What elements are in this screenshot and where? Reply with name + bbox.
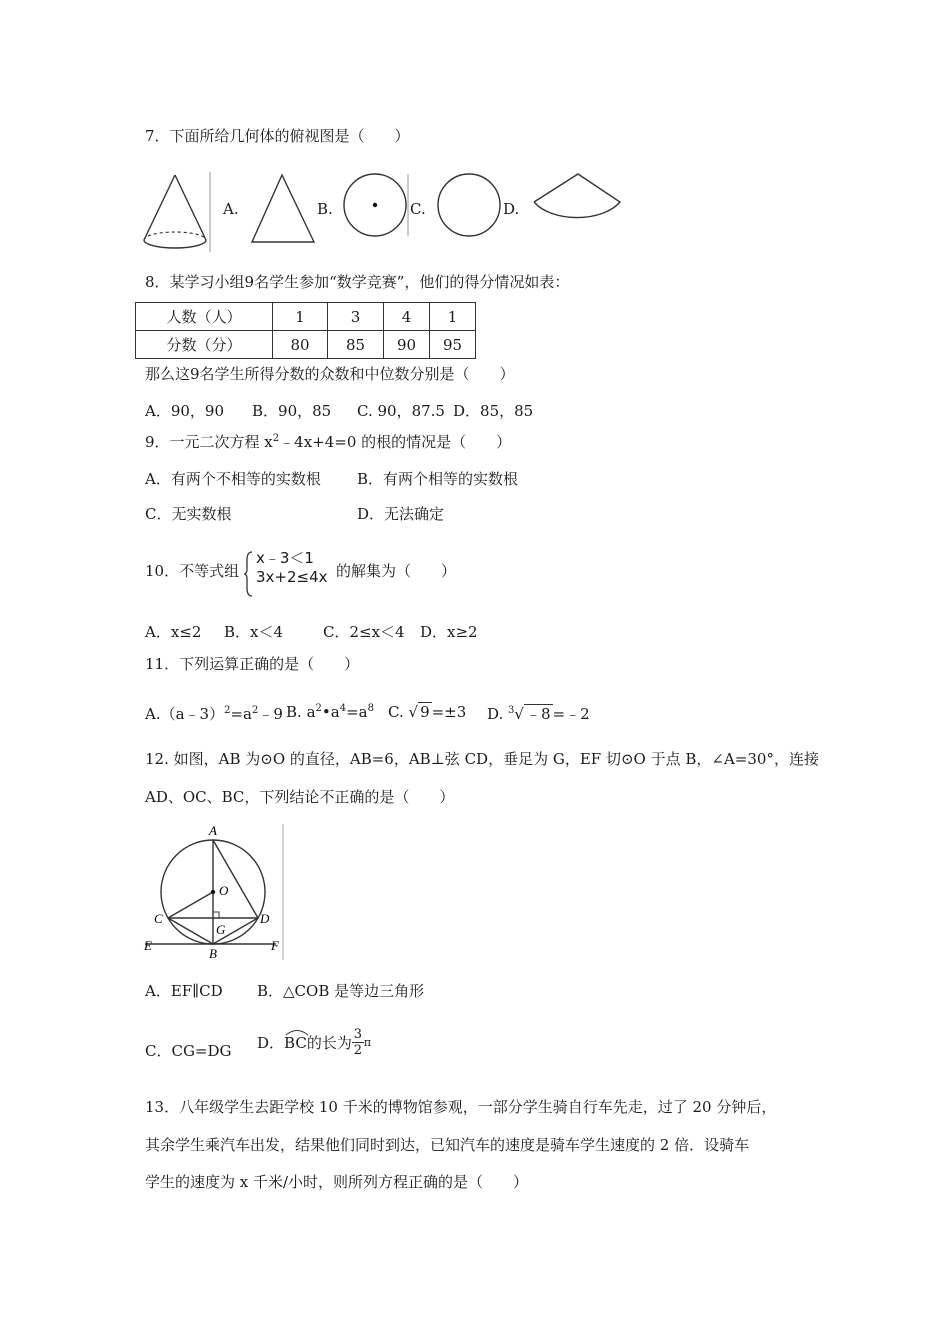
denominator: 2 — [353, 1043, 362, 1058]
q9-stem-prefix: 9．一元二次方程 x — [145, 433, 273, 451]
q8-option-b[interactable]: B．90，85 — [252, 402, 332, 420]
circle-figure — [436, 172, 502, 238]
q8-option-a[interactable]: A．90，90 — [145, 402, 225, 420]
option-label: C. — [388, 703, 404, 721]
expr: •a — [321, 703, 340, 721]
radicand: 9 — [420, 703, 430, 721]
q7-stem: 7．下面所给几何体的俯视图是（ ） — [145, 127, 410, 145]
q12-option-d[interactable] — [257, 1028, 371, 1057]
q7-option-c[interactable]: C. — [410, 200, 426, 218]
table-cell: 80 — [273, 331, 328, 359]
table-cell: 95 — [430, 331, 476, 359]
numerator: 3 — [353, 1027, 362, 1042]
option-label: D. — [487, 705, 504, 723]
label-e: E — [144, 938, 152, 953]
circle-geometry-figure — [140, 822, 286, 962]
sector-figure — [528, 168, 624, 236]
q10-stem-suffix: 的解集为（ ） — [336, 562, 457, 580]
q9-option-b[interactable]: B．有两个相等的实数根 — [357, 470, 519, 488]
q7-option-a[interactable]: A. — [223, 200, 239, 218]
q9-option-a[interactable]: A．有两个不相等的实数根 — [145, 470, 321, 488]
q11-stem: 11．下列运算正确的是（ ） — [145, 655, 360, 673]
pi-symbol: π — [363, 1036, 372, 1049]
q8-option-c[interactable]: C. 90，87.5 — [357, 402, 445, 420]
fraction — [352, 1028, 364, 1057]
expr: 的长为 — [306, 1034, 352, 1052]
label-o: O — [219, 883, 229, 898]
q13-line-2: 其余学生乘汽车出发，结果他们同时到达，已知汽车的速度是骑车学生速度的 2 倍．设骑车 — [145, 1136, 750, 1154]
inequality-line: x﹣3＜1 — [256, 549, 314, 567]
q12-line-1: 12. 如图，AB 为⊙O 的直径，AB=6，AB⊥弦 CD，垂足为 G，EF 切⊙O 于点 B，∠A=30°，连接 — [145, 750, 819, 768]
label-c: C — [154, 911, 163, 926]
sqrt-icon: √ — [408, 703, 419, 721]
table-cell: 90 — [384, 331, 430, 359]
inequality-system — [256, 549, 328, 587]
q11-option-c[interactable] — [388, 703, 466, 721]
label-g: G — [216, 922, 226, 937]
arc-bc — [284, 1034, 307, 1052]
triangle-figure — [250, 172, 316, 244]
q10-option-a[interactable]: A．x≤2 — [145, 623, 202, 641]
q10-stem-prefix: 10．不等式组 — [145, 562, 240, 580]
expr-sup: 2 — [315, 703, 322, 714]
table-cell: 1 — [273, 303, 328, 331]
q9-option-c[interactable]: C．无实数根 — [145, 505, 232, 523]
circle-with-dot-figure — [342, 172, 410, 238]
q9-superscript: 2 — [272, 433, 280, 444]
table-cell: 4 — [384, 303, 430, 331]
arc-label: BC — [284, 1033, 307, 1052]
expr: =﹣2 — [552, 705, 590, 723]
option-label: B. — [286, 703, 302, 721]
cone-figure — [140, 170, 212, 254]
q12-option-a[interactable]: A．EF∥CD — [145, 982, 223, 1000]
score-table — [135, 302, 476, 359]
radicand: ﹣8 — [525, 705, 551, 723]
q11-option-d[interactable] — [487, 703, 590, 724]
table-header-cell: 分数（分） — [136, 331, 273, 359]
q7-option-b[interactable]: B. — [317, 200, 333, 218]
q12-option-b[interactable]: B．△COB 是等边三角形 — [257, 982, 425, 1000]
q10-option-c[interactable]: C．2≤x＜4 — [323, 623, 405, 641]
table-cell: 3 — [328, 303, 384, 331]
q9-stem — [145, 433, 511, 451]
q12-option-c[interactable]: C．CG=DG — [145, 1042, 232, 1060]
root-index: 3 — [508, 705, 515, 716]
option-label: D． — [257, 1034, 285, 1052]
expr: =±3 — [431, 703, 467, 721]
brace-icon — [244, 550, 254, 598]
q8-option-d[interactable]: D．85，85 — [453, 402, 534, 420]
table-cell: 1 — [430, 303, 476, 331]
label-f: F — [271, 938, 279, 953]
q10-option-b[interactable]: B．x＜4 — [224, 623, 284, 641]
arc-icon — [285, 1028, 309, 1036]
inequality-line: 3x+2≤4x — [256, 567, 328, 586]
q7-option-d[interactable]: D. — [503, 200, 520, 218]
q8-question: 那么这9名学生所得分数的众数和中位数分别是（ ） — [145, 365, 515, 383]
expr-sup: 4 — [339, 703, 347, 714]
expr: a — [306, 703, 316, 721]
option-label: A. — [145, 705, 161, 723]
q10-option-d[interactable]: D．x≥2 — [420, 623, 478, 641]
q11-option-a[interactable] — [145, 703, 283, 724]
expr-sup: 2 — [224, 705, 231, 716]
q9-option-d[interactable]: D．无法确定 — [357, 505, 445, 523]
table-cell: 85 — [328, 331, 384, 359]
cbrt-icon: √ — [514, 705, 524, 723]
q9-stem-suffix: ﹣4x+4=0 的根的情况是（ ） — [279, 433, 512, 451]
q8-stem: 8．某学习小组9名学生参加“数学竞赛”，他们的得分情况如表： — [145, 273, 570, 291]
q11-option-b[interactable] — [286, 703, 374, 721]
label-b: B — [209, 946, 217, 961]
expr: =a — [230, 705, 252, 723]
expr-sup: 2 — [252, 705, 259, 716]
expr: （a﹣3） — [160, 705, 225, 723]
expr: ﹣9 — [258, 705, 283, 723]
q13-line-1: 13．八年级学生去距学校 10 千米的博物馆参观，一部分学生骑自行车先走，过了 20 分钟后， — [145, 1098, 777, 1116]
expr: =a — [346, 703, 368, 721]
q13-line-3: 学生的速度为 x 千米/小时，则所列方程正确的是（ ） — [145, 1173, 529, 1191]
label-d: D — [260, 911, 270, 926]
table-row — [136, 303, 476, 331]
table-header-cell: 人数（人） — [136, 303, 273, 331]
expr-sup: 8 — [367, 703, 374, 714]
table-row — [136, 331, 476, 359]
label-a: A — [209, 823, 217, 838]
q12-line-2: AD、OC、BC，下列结论不正确的是（ ） — [145, 788, 455, 806]
